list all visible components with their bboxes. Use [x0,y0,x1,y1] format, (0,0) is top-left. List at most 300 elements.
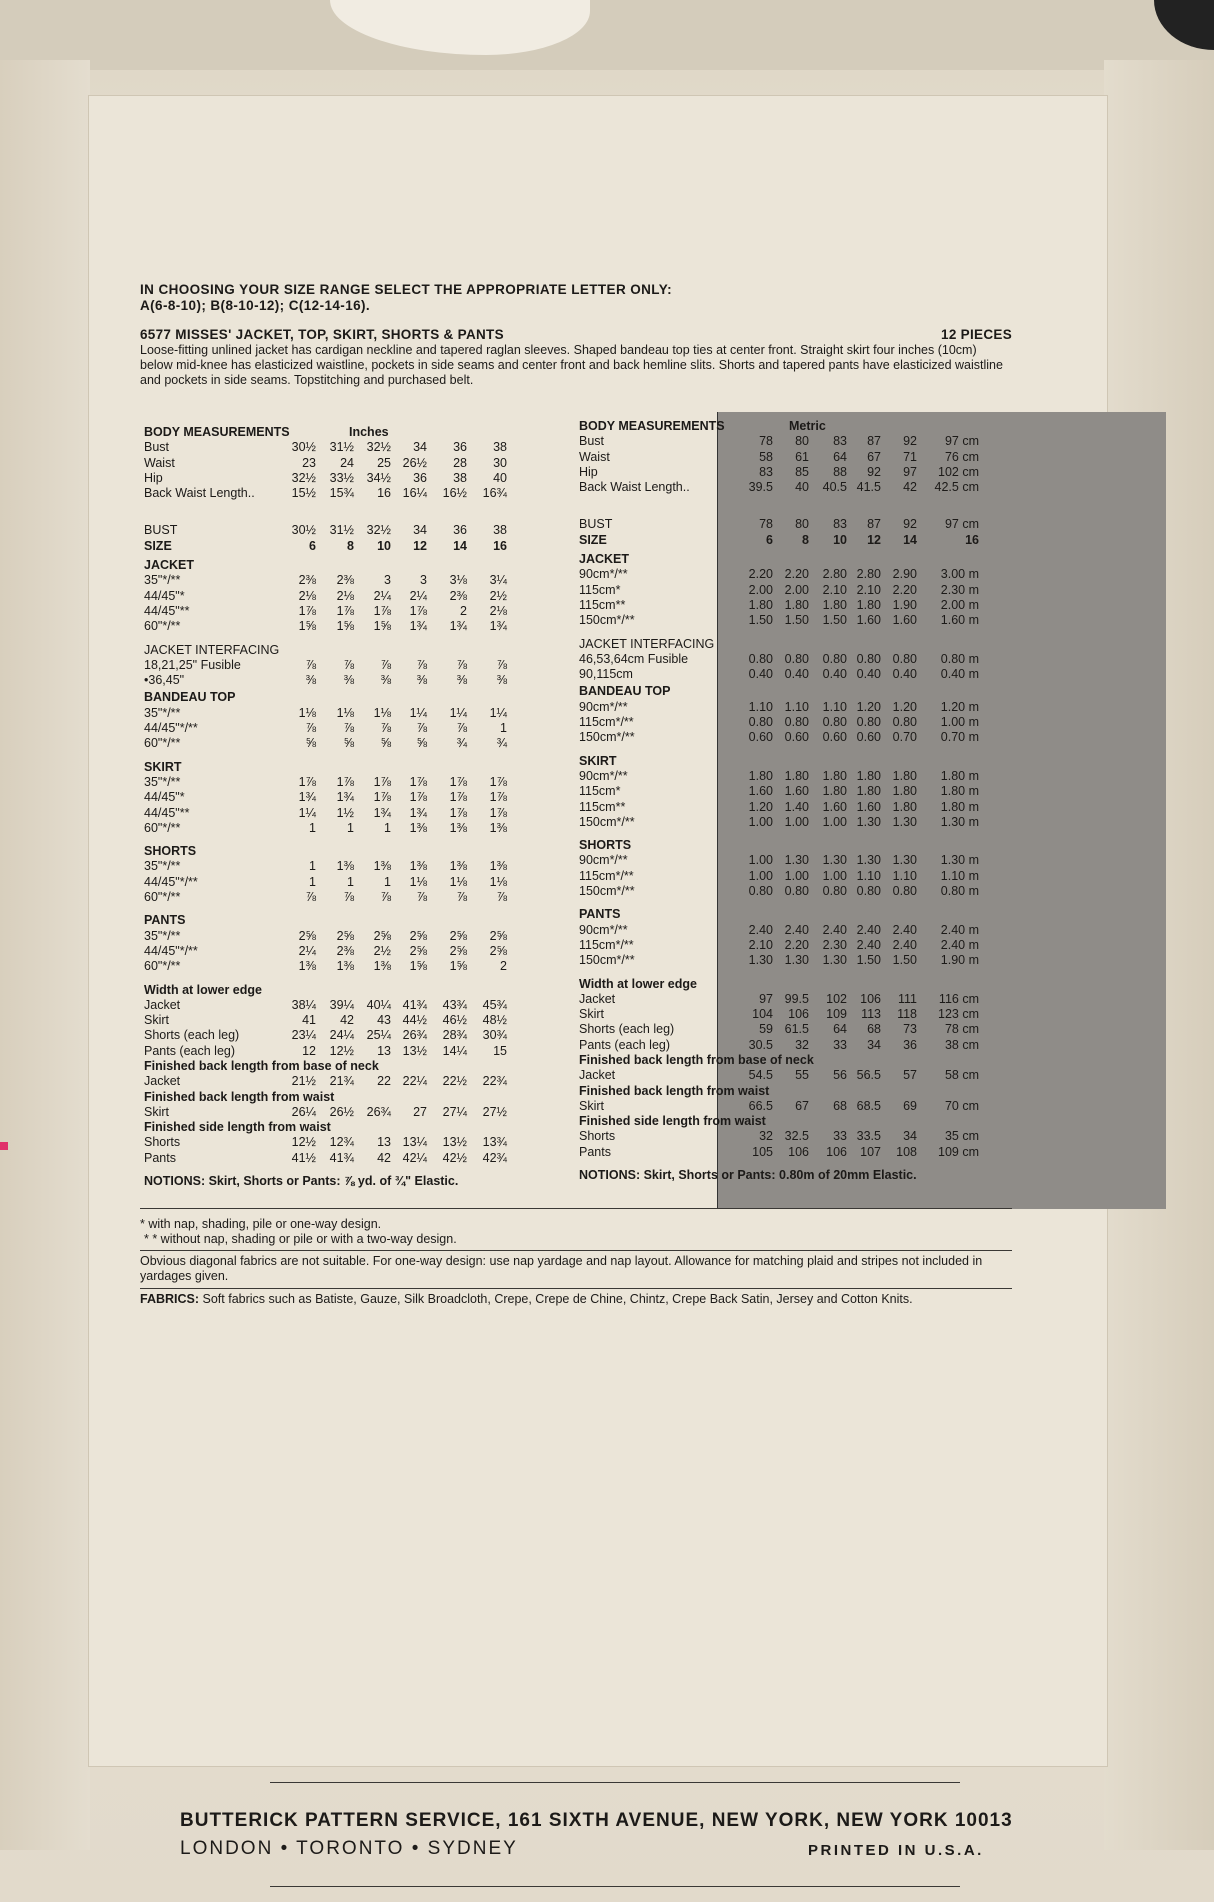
table-row [144,775,564,790]
cell-value: 1.80 [822,768,847,783]
cell-value: 1⅝ [298,619,316,634]
cell-value: 1 [309,859,316,874]
envelope-left-flap [0,60,90,1850]
cell-value: 1.40 [784,799,809,814]
cell-value: 1⅝ [409,959,427,974]
cell-value: 26½ [329,1104,354,1119]
cell-value: 10 [833,532,847,547]
cell-value: ⅝ [343,736,354,751]
cell-value: 22¼ [402,1074,427,1089]
section-title [144,844,564,859]
cell-value: 102 [826,991,847,1006]
cell-value: 12 [867,532,881,547]
row-label: 150cm*/** [579,730,635,745]
cell-value: 1.00 [784,868,809,883]
table-row [579,567,1019,582]
pattern-title: 6577 MISSES' JACKET, TOP, SKIRT, SHORTS & PANTS [140,327,504,342]
section-title [579,838,1019,853]
cell-value: 0.80 [856,715,881,730]
table-row [579,1099,1019,1114]
cell-value: 1.80 [856,597,881,612]
cell-value: 2⅝ [449,928,467,943]
table-row [144,1105,564,1120]
cell-value: 1.60 [784,784,809,799]
cell-value: 31½ [329,440,354,455]
cell-value: 1.60 [892,613,917,628]
table-row [579,923,1019,938]
cell-value: 2.40 [748,922,773,937]
section-title-text: Width at lower edge [579,976,697,991]
table-row [579,715,1019,730]
cell-value: 1.30 [892,853,917,868]
section-title-text: JACKET INTERFACING [144,642,280,657]
cell-value: 1⅞ [409,603,427,618]
cell-value: 1.10 [748,699,773,714]
section-title [144,558,564,573]
table-row [579,853,1019,868]
table-row [144,790,564,805]
table-row [579,480,1019,495]
cell-value: 111 [897,991,917,1006]
cell-value: 1¾ [298,790,316,805]
cell-value: ⅞ [456,721,467,736]
cell-value: 0.60 [856,730,881,745]
section-title [579,1084,1019,1099]
table-row [144,859,564,874]
cell-value: 1⅞ [336,774,354,789]
body-measurements-header [579,419,1019,434]
cell-value: 0.80 [892,651,917,666]
cell-value: ⅞ [380,657,391,672]
unit-label: Inches [349,425,389,439]
cell-value: 83 [833,517,847,532]
cell-value: 1.60 [856,799,881,814]
cell-value: ⅞ [416,890,427,905]
cell-value: ¾ [456,736,467,751]
cell-value: 1.80 m [940,784,979,799]
cell-value: 78 [759,434,773,449]
cell-value: 1 [500,721,507,736]
cell-value: 1⅛ [373,705,391,720]
section-title-text: SKIRT [579,753,617,768]
cell-value: 22½ [442,1074,467,1089]
cell-value: 1⅜ [373,959,391,974]
cell-value: 1.30 m [940,853,979,868]
cell-value: 1.80 [856,784,881,799]
row-label: Pants [579,1144,611,1159]
cell-value: 42 [340,1013,354,1028]
cell-value: ⅝ [416,736,427,751]
cell-value: 38 [493,440,507,455]
cell-value: 1⅞ [489,790,507,805]
cell-value: 25¼ [366,1028,391,1043]
cell-value: 1⅞ [409,774,427,789]
row-label: Skirt [144,1013,169,1028]
cell-value: 35 cm [944,1129,979,1144]
cell-value: ⅞ [380,890,391,905]
cell-value: 1.30 [856,814,881,829]
cell-value: ⅜ [343,673,354,688]
row-label: 44/45"** [144,603,190,618]
cell-value: 1.80 [822,784,847,799]
section-title-text: JACKET [144,558,195,573]
cell-value: 38 [493,523,507,538]
table-row [579,1038,1019,1053]
cell-value: ⅞ [456,657,467,672]
pink-mark [0,1142,8,1150]
cell-value: 80 [795,517,809,532]
table-row [144,890,564,905]
row-label: Jacket [579,991,616,1006]
section-title-text: JACKET INTERFACING [579,636,715,651]
cell-value: 36 [453,523,467,538]
cell-value: 13½ [442,1135,467,1150]
cell-value: 1.90 [892,597,917,612]
cell-value: 23 [302,455,316,470]
cell-value: 2.40 [856,922,881,937]
cell-value: 1.30 [892,814,917,829]
cell-value: 1⅞ [409,790,427,805]
cell-value: 0.70 m [940,730,979,745]
section-title [144,1120,564,1135]
cell-value: 30 [493,455,507,470]
cell-value: 2⅛ [489,603,507,618]
cell-value: 3 [384,573,391,588]
row-label: Skirt [144,1104,169,1119]
cell-value: 1⅛ [409,874,427,889]
cell-value: 1.30 [748,953,773,968]
cell-value: 1.00 [822,868,847,883]
section-title [579,907,1019,922]
cell-value: 42¼ [402,1150,427,1165]
cell-value: 1.60 [748,784,773,799]
row-label: 90cm*/** [579,922,628,937]
table-row [579,465,1019,480]
size-range-instructions [140,282,1020,314]
cell-value: 0.40 [892,667,917,682]
cell-value: 1.60 [822,799,847,814]
section-title-text: SHORTS [579,838,632,853]
row-label: 115cm* [579,784,621,799]
cell-value: 1.10 m [940,868,979,883]
cell-value: 109 [826,1007,847,1022]
cell-value: 42 [377,1150,391,1165]
cell-value: 41.5 [856,480,881,495]
cell-value: 44½ [402,1013,427,1028]
cell-value: 13½ [402,1043,427,1058]
cell-value: 1⅞ [298,603,316,618]
table-row [144,929,564,944]
cell-value: 1.00 m [940,715,979,730]
section-title [144,643,564,658]
cell-value: 3 [420,573,427,588]
cell-value: 61.5 [784,1022,809,1037]
section-title-text: JACKET [579,552,630,567]
row-label: 115cm* [579,582,621,597]
cell-value: 118 [897,1007,917,1022]
cell-value: 1.10 [892,868,917,883]
cell-value: ⅝ [305,736,316,751]
row-label: Shorts [579,1129,616,1144]
cell-value: 1⅜ [409,820,427,835]
table-row [579,784,1019,799]
cell-value: 27½ [482,1104,507,1119]
row-label: Skirt [579,1007,604,1022]
notions-line: NOTIONS: Skirt, Shorts or Pants: 0.80m of 20mm Elastic. [579,1168,917,1183]
cell-value: 1⅛ [298,705,316,720]
cell-value: 1.00 [748,814,773,829]
cell-value: 32½ [291,470,316,485]
table-row [144,875,564,890]
footnote-without-nap: * * without nap, shading or pile or with a two-way design. [144,1232,457,1246]
cell-value: 16 [493,538,507,553]
cell-value: 2½ [489,588,507,603]
pattern-title-row [140,327,1012,342]
cell-value: 0.80 [784,715,809,730]
row-label: 35"*/** [144,573,181,588]
cell-value: 1.50 [748,613,773,628]
cell-value: 1¾ [409,619,427,634]
envelope-top-flap [0,0,1214,70]
cell-value: 68.5 [856,1098,881,1113]
cell-value: 38 [453,470,467,485]
cell-value: ⅞ [456,890,467,905]
cell-value: 12 [302,1043,316,1058]
cell-value: 1⅜ [336,959,354,974]
cell-value: 1.80 m [940,799,979,814]
cell-value: 1⅞ [449,790,467,805]
cell-value: 2.30 m [940,582,979,597]
cell-value: 113 [861,1007,881,1022]
cell-value: 1.10 [784,699,809,714]
row-label: 35"*/** [144,928,181,943]
cell-value: 1.20 m [940,699,979,714]
cell-value: 61 [795,449,809,464]
table-row [579,800,1019,815]
row-label: •36,45" [144,673,185,688]
section-title [144,983,564,998]
cell-value: 2.40 m [940,937,979,952]
row-label: 115cm*/** [579,937,634,952]
row-label: 60"*/** [144,820,181,835]
cell-value: 102 cm [938,464,979,479]
cell-value: 1.20 [892,699,917,714]
cell-value: 92 [867,464,881,479]
cell-value: 1.30 [822,853,847,868]
cell-value: 0.40 [856,667,881,682]
cell-value: ⅜ [496,673,507,688]
cell-value: 2.40 [892,937,917,952]
cell-value: 54.5 [748,1068,773,1083]
table-row [144,998,564,1013]
cell-value: 109 cm [938,1144,979,1159]
row-label: Pants (each leg) [144,1043,236,1058]
cell-value: 34 [903,1129,917,1144]
cell-value: 1.60 [856,613,881,628]
choose-line-1: IN CHOOSING YOUR SIZE RANGE SELECT THE APPROPRIATE LETTER ONLY: [140,282,672,297]
cell-value: 83 [759,464,773,479]
cell-value: ⅞ [496,890,507,905]
table-row [144,1151,564,1166]
cell-value: ⅝ [380,736,391,751]
cell-value: 1¾ [373,805,391,820]
cell-value: 42.5 cm [934,480,979,495]
cell-value: 71 [903,449,917,464]
table-row [144,806,564,821]
cell-value: 85 [795,464,809,479]
table-row [144,523,564,538]
section-title-text: Finished side length from waist [579,1114,766,1129]
cell-value: 1⅜ [489,820,507,835]
cell-value: 3⅛ [449,573,467,588]
fabrics-label: FABRICS: [140,1292,200,1306]
cell-value: 0.60 [822,730,847,745]
cell-value: 42 [903,480,917,495]
table-row [579,815,1019,830]
pattern-description: Loose-fitting unlined jacket has cardigan neckline and tapered raglan sleeves. Shaped bandeau top ties at center front. Straight skirt four inches (10cm) below mid-knee has elasticized waistline, pockets in side seams and center front and back hemline slits. Shorts and tapered pants have elasticized waistline and pockets in side seams. Topstitching and purchased belt. [140,343,1003,387]
cell-value: 21¾ [329,1074,354,1089]
row-label: Hip [579,464,598,479]
cell-value: 2⅝ [298,928,316,943]
cell-value: 34 [413,523,427,538]
cell-value: 1⅛ [449,874,467,889]
cell-value: 1.50 [892,953,917,968]
row-label: Back Waist Length.. [144,486,255,501]
cell-value: 13 [377,1043,391,1058]
cell-value: 40 [795,480,809,495]
body-measurements-title: BODY MEASUREMENTS [579,419,725,433]
cell-value: 1⅞ [449,774,467,789]
cell-value: 2 [500,959,507,974]
footer-cities: LONDON • TORONTO • SYDNEY [180,1838,518,1859]
section-title [579,1114,1019,1129]
cell-value: 1 [347,820,354,835]
cell-value: 57 [903,1068,917,1083]
cell-value: 2.20 [784,567,809,582]
cell-value: 1¼ [489,705,507,720]
row-label: BUST [144,523,178,538]
table-row [144,721,564,736]
cell-value: 68 [833,1098,847,1113]
cell-value: 68 [867,1022,881,1037]
cell-value: 0.80 [856,884,881,899]
section-title [579,754,1019,769]
cell-value: 32 [795,1037,809,1052]
table-row [144,959,564,974]
cell-value: 106 [788,1007,809,1022]
table-row [579,938,1019,953]
cell-value: 2.00 [748,582,773,597]
cell-value: 1⅜ [449,859,467,874]
cell-value: 0.60 [784,730,809,745]
table-row [144,736,564,751]
cell-value: 1.80 [748,768,773,783]
cell-value: ⅜ [456,673,467,688]
table-row [144,1044,564,1059]
cell-value: 6 [766,532,773,547]
cell-value: 1.90 m [940,953,979,968]
cell-value: 41¾ [329,1150,354,1165]
cell-value: 15½ [291,486,316,501]
table-row [144,1074,564,1089]
row-label: 60"*/** [144,890,181,905]
cell-value: 58 cm [944,1068,979,1083]
cell-value: 2⅝ [336,928,354,943]
cell-value: ⅞ [305,721,316,736]
cell-value: 32.5 [784,1129,809,1144]
unit-label: Metric [789,419,826,433]
cell-value: 36 [453,440,467,455]
cell-value: 40¼ [366,997,391,1012]
section-title [579,1053,1019,1068]
cell-value: ⅜ [380,673,391,688]
cell-value: 1.60 m [940,613,979,628]
table-row [144,589,564,604]
cell-value: 1⅝ [449,959,467,974]
cell-value: 28¾ [442,1028,467,1043]
table-row [144,456,564,471]
section-title [579,637,1019,652]
table-row [579,700,1019,715]
cell-value: 55 [795,1068,809,1083]
cell-value: ¾ [496,736,507,751]
cell-value: 16½ [442,486,467,501]
cell-value: 34 [867,1037,881,1052]
cell-value: 2⅜ [336,573,354,588]
row-label: 150cm*/** [579,953,635,968]
cell-value: 41½ [291,1150,316,1165]
section-title-text: Finished back length from waist [144,1089,335,1104]
cell-value: 1.00 [822,814,847,829]
cell-value: 1⅞ [489,805,507,820]
cell-value: 2.00 m [940,597,979,612]
cell-value: 76 cm [944,449,979,464]
table-row [144,1028,564,1043]
cell-value: 40.5 [822,480,847,495]
metric-table [579,419,1019,1183]
cell-value: 2⅝ [449,943,467,958]
cell-value: 1 [384,820,391,835]
cell-value: 1¼ [298,805,316,820]
inches-table [144,425,564,1189]
cell-value: 14 [453,538,467,553]
table-row [579,884,1019,899]
cell-value: 0.80 [822,884,847,899]
cell-value: 88 [833,464,847,479]
cell-value: 2.10 [856,582,881,597]
cell-value: 1.10 [822,699,847,714]
row-label: 44/45"* [144,588,185,603]
table-row [144,1135,564,1150]
cell-value: 0.70 [892,730,917,745]
cell-value: 67 [795,1098,809,1113]
section-title [144,760,564,775]
footer-printed: PRINTED IN U.S.A. [808,1842,984,1859]
table-row [144,673,564,688]
cell-value: 1⅞ [373,774,391,789]
cell-value: 2.20 [892,582,917,597]
row-label: 90,115cm [579,667,633,682]
cell-value: 92 [903,517,917,532]
cell-value: 43¾ [442,997,467,1012]
section-title-text: Finished back length from waist [579,1083,770,1098]
cell-value: 1.50 [784,613,809,628]
cell-value: 27 [413,1104,427,1119]
table-row [579,652,1019,667]
table-row [579,434,1019,449]
cell-value: 87 [867,517,881,532]
cell-value: 39.5 [748,480,773,495]
